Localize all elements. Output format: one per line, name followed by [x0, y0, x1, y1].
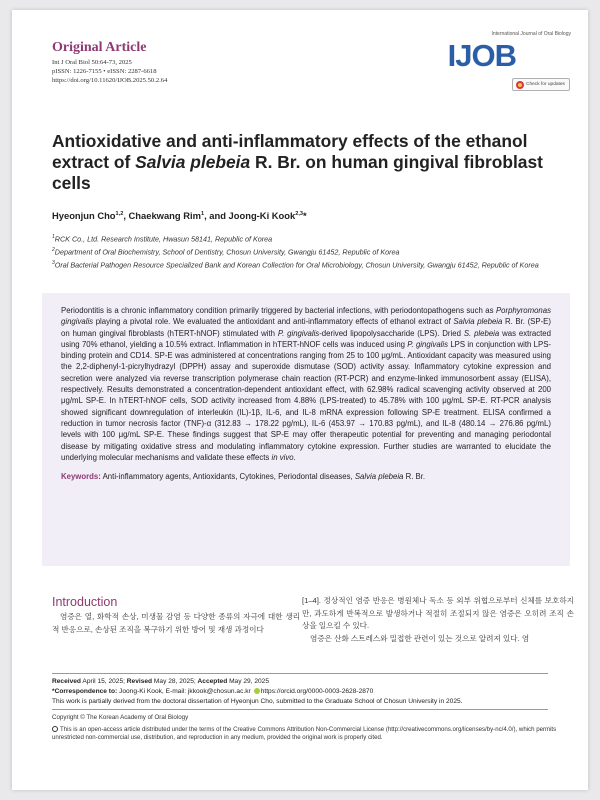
affiliation-text: RCK Co., Ltd. Research Institute, Hwasun 58141, Republic of Korea: [54, 234, 273, 244]
intro-paragraph: 염증은 열, 화학적 손상, 미생물 감염 등 다양한 종류의 자극에 대한 생리적 반응으로, 손상된 조직을 복구하기 위한 방어 및 재생 과정이다: [52, 612, 300, 634]
accepted-date: May 29, 2025: [227, 678, 270, 685]
article-type: Original Article: [52, 40, 147, 55]
author-affil-mark: 1,2: [115, 210, 124, 217]
affiliation-item: [52, 258, 572, 271]
author-name: , Chaekwang Rim: [123, 210, 201, 221]
affiliation-number: 2: [52, 246, 55, 253]
journal-logo: IJOB: [447, 38, 516, 73]
copyright-divider: [52, 709, 548, 710]
abstract-span: LPS in conjunction with LPS-binding protein and CD14. SP-E was administered at concentrations ranging from 25 to 100 μg/mL. Antioxidant capacity was measured using the 2,2-diphenyl-1-picrylhydrazyl (DPPH) assay and superoxide dismutase (SOD) activity assay. Inflammatory cytokine expression and secretion were analyzed via reverse transcription polymerase chain reaction (RT-PCR) and enzyme-linked immunosorbent assay (ELISA), respectively. Results demonstrated a concentration-dependent antioxidant effect, with 62.98% radical scavenging activity observed at 200 μg/mL SP-E. In hTERT-hNOF cells, SOD activity increased from 4.88% (LPS-treated) to 45.78% with 100 μg/mL SP-E. RT-PCR analysis showed significant downregulation of interleukin (IL)-1β, IL-6, and IL-8 mRNA expression following SP-E treatment. ELISA confirmed a reduction in tumor necrosis factor (TNF)-α (312.83 → 178.22 pg/mL), IL-6 (453.97 → 170.83 pg/mL), and IL-8 (480.14 → 276.86 pg/mL) levels with 100 μg/mL SP-E. These findings suggest that SP-E may offer therapeutic potential for preventing and managing periodontal disease by mitigating oxidative stress and modulating inflammatory cytokine expression. Further studies are warranted to elucidate the underlying molecular mechanisms and validate these effects: [61, 339, 551, 462]
article-title: [52, 131, 552, 194]
affiliation-item: [52, 232, 572, 245]
author-affil-mark: 2,3: [295, 210, 304, 217]
abstract-species: P. gingivalis: [277, 328, 320, 338]
affiliations: [52, 232, 572, 270]
abstract-species: Salvia plebeia: [453, 317, 503, 327]
intro-paragraph: [1–4]. 정상적인 염증 반응은 병원체나 독소 등 외부 위협으로부터 신체를 보호하지만, 과도하게 반복적으로 발생하거나 적절히 조절되지 않은 염증은 오히려 조직 손상을 일으킬 수 있다.: [302, 596, 574, 631]
title-species: Salvia plebeia: [135, 152, 251, 172]
title-text: Antioxidative and anti-inflammatory effects of the ethanol extract of: [52, 131, 528, 172]
abstract-species: P. gingivalis: [407, 339, 449, 349]
revised-label: Revised: [126, 678, 153, 685]
affiliation-number: 1: [52, 234, 55, 240]
correspondence-label: *Correspondence to:: [52, 688, 118, 695]
affiliation-number: 3: [52, 259, 55, 266]
affiliation-text: Department of Oral Biochemistry, School of Dentistry, Chosun University, Gwangju 61452, Republic of Korea: [54, 247, 400, 257]
citation-issn: pISSN: 1226-7155 • eISSN: 2287-6618: [52, 68, 157, 75]
orcid-icon: [254, 688, 260, 694]
article-dates: [52, 678, 269, 685]
title-text-end: R. Br. on human gingival fibroblast cells: [52, 152, 543, 193]
intro-left-column: [52, 611, 300, 636]
license-text: [52, 726, 572, 743]
dissertation-note: This work is partially derived from the doctoral dissertation of Hyeonjun Cho, submitted to the Graduate School of Chosun University in 2025.: [52, 698, 463, 705]
accepted-label: Accepted: [197, 678, 228, 685]
intro-right-column: [302, 595, 574, 645]
abstract-span: Periodontitis is a chronic inflammatory condition primarily triggered by bacterial infections, with periodontopathogens such as: [61, 306, 496, 315]
citation-block: [52, 58, 167, 85]
keywords-text: Anti-inflammatory agents, Antioxidants, Cytokines, Periodontal diseases,: [100, 472, 355, 482]
abstract-species: Porphyromonas gingivalis: [61, 306, 551, 327]
citation-doi[interactable]: https://doi.org/10.11620/IJOB.2025.50.2.64: [52, 77, 168, 84]
keywords-species: Salvia plebeia: [354, 472, 404, 482]
creative-commons-icon: [52, 726, 58, 732]
intro-paragraph: 염증은 산화 스트레스와 밀접한 관련이 있는 것으로 알려져 있다. 염: [310, 633, 530, 643]
corresponding-mark: *: [303, 210, 307, 221]
affiliation-item: [52, 245, 572, 258]
footer-divider: [52, 673, 548, 674]
abstract-span: was extracted using 70% ethanol, yielding a 10.5% extract. Inflammation in hTERT-hNOF cells was induced using: [61, 328, 551, 349]
author-name: Hyeonjun Cho: [52, 210, 116, 221]
abstract-span: -derived lipopolysaccharide (LPS). Dried: [319, 328, 464, 338]
keywords-tail: R. Br.: [403, 472, 426, 482]
crossmark-icon: [516, 81, 524, 89]
citation-journal: Int J Oral Biol 50:64-73, 2025: [52, 59, 132, 66]
affiliation-text: Oral Bacterial Pathogen Resource Specialized Bank and Korean Collection for Oral Microbiology, Chosun University, Gwangju 61452, Republic of Korea: [54, 259, 539, 269]
check-for-updates-button[interactable]: [512, 78, 570, 91]
abstract-span: .: [293, 452, 296, 462]
correspondence: [52, 688, 373, 695]
revised-date: May 28, 2025;: [152, 678, 198, 685]
abstract-text: [61, 305, 551, 463]
orcid-link[interactable]: https://orcid.org/0000-0003-2628-2870: [260, 688, 374, 695]
abstract-italic: in vivo: [271, 452, 294, 462]
abstract-box: [42, 293, 570, 566]
journal-name: International Journal of Oral Biology: [491, 31, 571, 37]
abstract-span: playing a pivotal role. We evaluated the antioxidant and anti-inflammatory effects of ethanol extract of: [93, 317, 454, 327]
author-list: [52, 210, 307, 221]
received-label: Received: [52, 678, 81, 685]
correspondence-email[interactable]: Joong-Ki Kook, E-mail: jkkook@chosun.ac.kr: [117, 688, 251, 695]
section-heading-introduction: Introduction: [52, 595, 118, 609]
author-affil-mark: 1: [200, 210, 205, 217]
header-block: [52, 40, 167, 85]
check-for-updates-label: Check for updates: [526, 82, 565, 87]
copyright: Copyright © The Korean Academy of Oral Biology: [52, 714, 189, 721]
article-page: [12, 10, 588, 790]
author-name: , and Joong-Ki Kook: [204, 210, 296, 221]
keywords-label: Keywords:: [61, 472, 101, 482]
keywords: [61, 471, 551, 482]
received-date: April 15, 2025;: [80, 678, 127, 685]
license-body: This is an open-access article distributed under the terms of the Creative Commons Attribution Non-Commercial License (http://creativecommons.org/licenses/by-nc/4.0/), which permits unrestricted non-commercial use, distribution, and reproduction in any medium, provided the original work is properly cited.: [52, 726, 557, 742]
abstract-span: R. Br. (SP-E) on human gingival fibroblasts (hTERT-hNOF) stimulated with: [61, 317, 551, 338]
abstract-species: S. plebeia: [463, 328, 500, 338]
